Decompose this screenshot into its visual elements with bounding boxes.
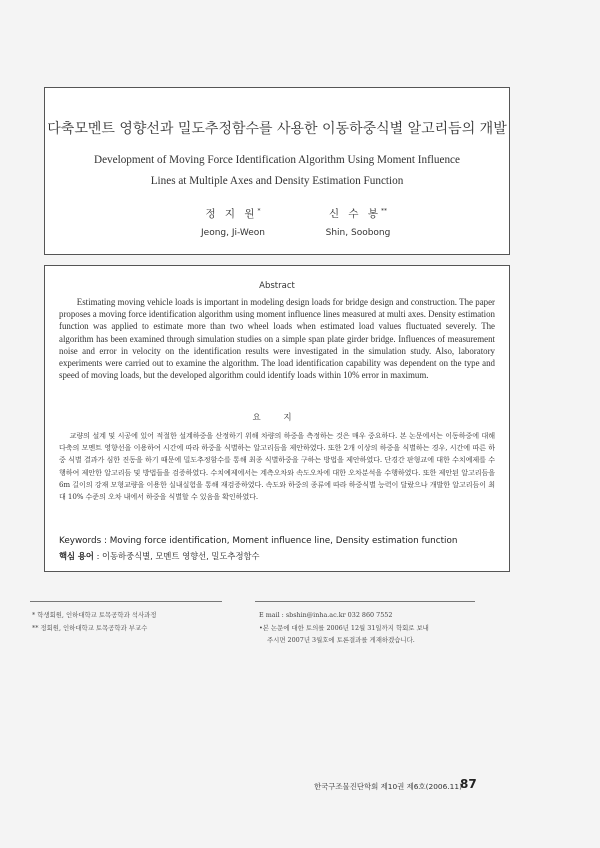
title-box [44, 87, 510, 255]
footnote-divider-left [30, 601, 222, 602]
footnote-discussion-cont: 주시면 2007년 3월호에 토론결과를 게재하겠습니다. [267, 636, 415, 644]
author-affiliation-footnotes [32, 609, 232, 634]
author-2-mark: ** [381, 207, 388, 215]
abstract-box [44, 265, 510, 572]
footnote-discussion: •본 논문에 대한 토의를 2006년 12월 31일까지 학회로 보내 [259, 623, 429, 632]
author-1-mark: * [257, 207, 261, 215]
page-number: 87 [460, 777, 477, 791]
footnote-author-2: ** 정회원, 인하대학교 토목공학과 부교수 [32, 623, 148, 632]
korean-keywords-text: 이동하중식별, 모멘트 영향선, 밀도추정함수 [102, 551, 260, 561]
author-2 [283, 206, 433, 238]
author-1-name-english: Jeong, Ji-Weon [201, 228, 265, 238]
author-2-name-english: Shin, Soobong [325, 228, 391, 238]
english-title-line-2: Lines at Multiple Axes and Density Estimation Function [150, 175, 404, 187]
footnote-email: E mail : sbshin@inha.ac.kr 032 860 7552 [259, 611, 393, 619]
english-keywords: Keywords : Moving force identification, Moment influence line, Density estimation function [59, 536, 458, 546]
footnote-author-1: * 학생회원, 인하대학교 토목공학과 석사과정 [32, 611, 157, 619]
contact-footnotes [259, 609, 479, 647]
author-1-name-korean: 정 지 원 [205, 208, 258, 220]
footnote-divider-right [255, 601, 475, 602]
english-title-line-1: Development of Moving Force Identification Algorithm Using Moment Influence [93, 154, 460, 166]
korean-abstract-heading: 요 지 [252, 413, 302, 423]
korean-keywords: 핵심 용어 : 이동하중식별, 모멘트 영향선, 밀도추정함수 [59, 551, 260, 561]
author-2-name-korean: 신 수 봉 [328, 208, 382, 220]
abstract-body: Estimating moving vehicle loads is important in modeling design loads for bridge design and construction. The paper proposes a moving force identification algorithm using moment influence lines measured at multi axes. Density estimation function was applied to estimate more than two wheel loads when estimated load values fluctuated severely. The algorithm has been examined through simulation studies on a simple span plate girder bridge. Influences of measurement noise and error in velocity on the identification results were investigated in the simulation study. Also, laboratory experiments were carried out to examine the algorithm. The load identification capability was dependent on the type and speed of moving loads, but the developed algorithm could identify loads within 10% error in maximum. [59, 297, 495, 381]
korean-keywords-label: 핵심 용어 [59, 551, 94, 561]
english-keywords-label: Keywords [59, 536, 102, 546]
english-keywords-text: Moving force identification, Moment influence line, Density estimation function [109, 536, 458, 546]
abstract-heading: Abstract [259, 281, 295, 291]
korean-title: 다축모멘트 영향선과 밀도추정함수를 사용한 이동하중식별 알고리듬의 개발 [47, 121, 507, 137]
korean-abstract-body: 교량의 설계 및 시공에 있어 적절한 설계하중을 산정하기 위해 차량의 하중을 측정하는 것은 매우 중요하다. 본 논문에서는 이동하중에 대해 다축의 모멘트 영향선을 이용하여 시간에 따라 하중을 식별하는 알고리듬을 제안하였다. 또한 2개 이상의 하중을 식별하는 경우, 시간에 따른 하중 식별 결과가 심한 진동을 하기 때문에 밀도추정함수를 통해 최종 식별하중을 구하는 방법을 제안하였다. 단경간 판형교에 대한 수치예제를 수행하여 제안한 알고리듬 및 방법들을 검증하였다. 수치예제에서는 계측오차와 속도오차에 대한 오차분석을 수행하였다. 또한 제안된 알고리듬을 6m 길이의 강재 모형교량을 이용한 실내실험을 통해 재검증하였다. 속도와 하중의 종류에 따라 하중식별 능력이 달랐으나 개발한 알고리듬이 최대 10% 수준의 오차 내에서 하중을 식별할 수 있음을 확인하였다. [59, 431, 495, 502]
journal-info: 한국구조물진단학회 제10권 제6호(2006.11) [314, 782, 462, 791]
english-title [75, 150, 479, 192]
